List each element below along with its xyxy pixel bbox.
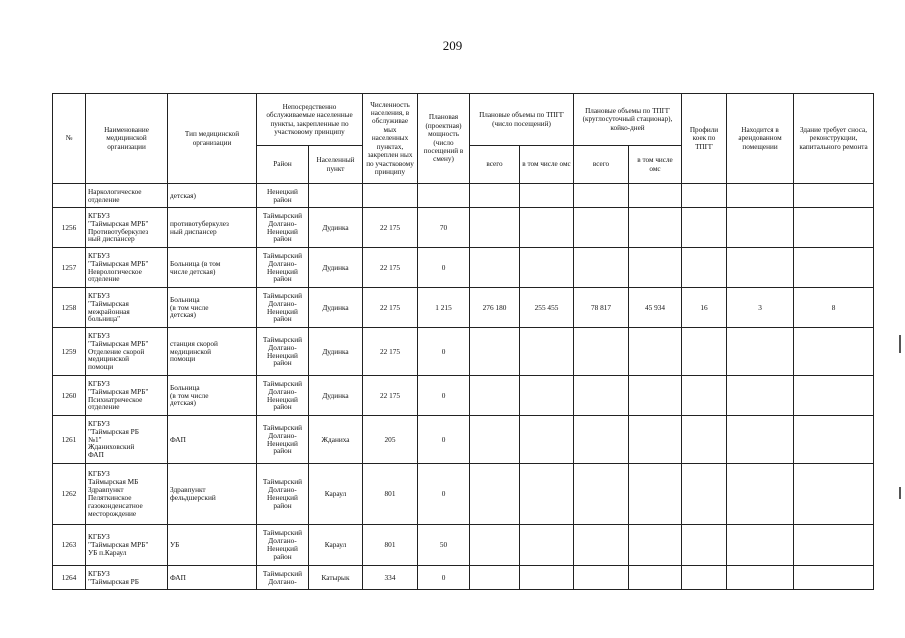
row-number: 1261 (53, 416, 86, 464)
table-row (53, 328, 874, 376)
inpatient-oms-cell (629, 566, 682, 590)
district-cell: Таймырский Долгано- Ненецкий район (257, 416, 309, 464)
inpatient-oms-cell (629, 328, 682, 376)
ambulatory-oms-cell (520, 328, 574, 376)
inpatient-total-cell (574, 566, 629, 590)
header-settlement: Населенный пункт (309, 146, 363, 184)
header-no: № (53, 94, 86, 184)
inpatient-oms-cell (629, 464, 682, 525)
row-number: 1260 (53, 376, 86, 416)
population-cell (363, 184, 418, 208)
inpatient-total-cell (574, 416, 629, 464)
header-ambulatory-total: всего (470, 146, 520, 184)
header-served-group: Непосредственно обслуживаемые населенные пункты, закрепленные по участковому принципу (257, 94, 363, 146)
org-type-cell: ФАП (168, 566, 257, 590)
inpatient-total-cell (574, 376, 629, 416)
population-cell: 22 175 (363, 288, 418, 328)
org-name-cell: КГБУЗ "Таймырская МРБ" Отделение скорой медицинской помощи (86, 328, 168, 376)
org-name-cell: КГБУЗ "Таймырская МРБ" УБ п.Караул (86, 525, 168, 566)
scan-edge-mark (899, 335, 901, 353)
ambulatory-total-cell (470, 248, 520, 288)
org-type-cell: УБ (168, 525, 257, 566)
org-type-cell: Здравпункт фельдшерский (168, 464, 257, 525)
district-cell: Таймырский Долгано- Ненецкий район (257, 464, 309, 525)
ambulatory-oms-cell (520, 525, 574, 566)
org-type-cell: Больница (в том числе детская) (168, 376, 257, 416)
capacity-cell: 1 215 (418, 288, 470, 328)
beds-cell (682, 208, 727, 248)
district-cell: Таймырский Долгано- Ненецкий район (257, 208, 309, 248)
org-name-cell: КГБУЗ "Таймырская МРБ" Противотуберкулез ный диспансер (86, 208, 168, 248)
row-number: 1256 (53, 208, 86, 248)
inpatient-total-cell (574, 464, 629, 525)
header-inpatient-group: Плановые объемы по ТПГГ (круглосуточный стационар), койко-дней (574, 94, 682, 146)
row-number: 1259 (53, 328, 86, 376)
needs-work-cell (794, 525, 874, 566)
inpatient-total-cell (574, 184, 629, 208)
beds-cell (682, 464, 727, 525)
inpatient-oms-cell (629, 184, 682, 208)
capacity-cell: 0 (418, 464, 470, 525)
ambulatory-total-cell (470, 464, 520, 525)
district-cell: Таймырский Долгано- Ненецкий район (257, 376, 309, 416)
rented-cell (727, 184, 794, 208)
ambulatory-oms-cell (520, 208, 574, 248)
org-name-cell: КГБУЗ "Таймырская РБ №1" Жданиховский ФАП (86, 416, 168, 464)
ambulatory-total-cell (470, 208, 520, 248)
header-beds-profile: Профили коек по ТПГГ (682, 94, 727, 184)
rented-cell (727, 566, 794, 590)
capacity-cell: 50 (418, 525, 470, 566)
row-number: 1257 (53, 248, 86, 288)
row-number: 1264 (53, 566, 86, 590)
header-rented: Находится в арендованном помещении (727, 94, 794, 184)
rented-cell: 3 (727, 288, 794, 328)
district-cell: Таймырский Долгано- Ненецкий район (257, 288, 309, 328)
beds-cell (682, 566, 727, 590)
ambulatory-total-cell (470, 184, 520, 208)
inpatient-oms-cell (629, 376, 682, 416)
row-number: 1262 (53, 464, 86, 525)
population-cell: 22 175 (363, 208, 418, 248)
org-type-cell: противотуберкулез ный диспансер (168, 208, 257, 248)
rented-cell (727, 464, 794, 525)
settlement-cell: Караул (309, 464, 363, 525)
ambulatory-oms-cell (520, 416, 574, 464)
ambulatory-oms-cell (520, 464, 574, 525)
needs-work-cell (794, 566, 874, 590)
inpatient-oms-cell (629, 208, 682, 248)
needs-work-cell (794, 184, 874, 208)
ambulatory-oms-cell (520, 566, 574, 590)
needs-work-cell (794, 248, 874, 288)
ambulatory-total-cell (470, 566, 520, 590)
needs-work-cell (794, 376, 874, 416)
row-number (53, 184, 86, 208)
beds-cell (682, 328, 727, 376)
org-name-cell: КГБУЗ Таймырская МБ Здравпункт Пеляткинское газоконденсатное месторождение (86, 464, 168, 525)
org-name-cell: КГБУЗ "Таймырская РБ (86, 566, 168, 590)
page-number: 209 (442, 38, 463, 53)
beds-cell (682, 376, 727, 416)
inpatient-total-cell: 78 817 (574, 288, 629, 328)
header-needs-work: Здание требует сноса, реконструкции, капитального ремонта (794, 94, 874, 184)
header-inpatient-oms: в том числе омс (629, 146, 682, 184)
table-row (53, 208, 874, 248)
inpatient-oms-cell: 45 934 (629, 288, 682, 328)
population-cell: 22 175 (363, 376, 418, 416)
needs-work-cell: 8 (794, 288, 874, 328)
population-cell: 22 175 (363, 248, 418, 288)
inpatient-oms-cell (629, 416, 682, 464)
ambulatory-total-cell (470, 416, 520, 464)
org-type-cell: ФАП (168, 416, 257, 464)
header-inpatient-total: всего (574, 146, 629, 184)
table-row (53, 464, 874, 525)
inpatient-total-cell (574, 248, 629, 288)
header-district: Район (257, 146, 309, 184)
org-name-cell: КГБУЗ "Таймырская МРБ" Психиатрическое отделение (86, 376, 168, 416)
settlement-cell: Дудинка (309, 328, 363, 376)
row-number: 1263 (53, 525, 86, 566)
district-cell: Таймырский Долгано- Ненецкий район (257, 328, 309, 376)
population-cell: 22 175 (363, 328, 418, 376)
beds-cell (682, 248, 727, 288)
inpatient-total-cell (574, 208, 629, 248)
capacity-cell: 0 (418, 248, 470, 288)
rented-cell (727, 416, 794, 464)
district-cell: Таймырский Долгано- Ненецкий район (257, 525, 309, 566)
capacity-cell: 70 (418, 208, 470, 248)
population-cell: 334 (363, 566, 418, 590)
capacity-cell (418, 184, 470, 208)
rented-cell (727, 328, 794, 376)
beds-cell (682, 416, 727, 464)
org-type-cell: Больница (в том числе детская) (168, 248, 257, 288)
table-row (53, 376, 874, 416)
facilities-table (52, 93, 874, 590)
ambulatory-oms-cell: 255 455 (520, 288, 574, 328)
inpatient-total-cell (574, 525, 629, 566)
settlement-cell: Дудинка (309, 376, 363, 416)
header-org-type: Тип медицинской организации (168, 94, 257, 184)
beds-cell (682, 184, 727, 208)
header-org-name: Наименование медицинской организации (86, 94, 168, 184)
table-row (53, 566, 874, 590)
org-type-cell: Больница (в том числе детская) (168, 288, 257, 328)
population-cell: 801 (363, 464, 418, 525)
capacity-cell: 0 (418, 566, 470, 590)
header-ambulatory-oms: в том числе омс (520, 146, 574, 184)
needs-work-cell (794, 208, 874, 248)
scan-edge-mark (899, 487, 901, 499)
inpatient-oms-cell (629, 525, 682, 566)
table-row (53, 248, 874, 288)
inpatient-total-cell (574, 328, 629, 376)
needs-work-cell (794, 464, 874, 525)
ambulatory-total-cell (470, 328, 520, 376)
table-row (53, 184, 874, 208)
header-population: Численность населения, в обслуживае мых населенных пунктах, закреплен ных по участковому принципу (363, 94, 418, 184)
header-ambulatory-group: Плановые объемы по ТПГГ (число посещений) (470, 94, 574, 146)
org-name-cell: КГБУЗ "Таймырская МРБ" Неврологическое отделение (86, 248, 168, 288)
row-number: 1258 (53, 288, 86, 328)
settlement-cell: Караул (309, 525, 363, 566)
ambulatory-total-cell: 276 180 (470, 288, 520, 328)
settlement-cell: Дудинка (309, 248, 363, 288)
capacity-cell: 0 (418, 376, 470, 416)
needs-work-cell (794, 328, 874, 376)
population-cell: 205 (363, 416, 418, 464)
needs-work-cell (794, 416, 874, 464)
settlement-cell (309, 184, 363, 208)
beds-cell (682, 525, 727, 566)
district-cell: Таймырский Долгано- Ненецкий район (257, 248, 309, 288)
rented-cell (727, 525, 794, 566)
table-row (53, 416, 874, 464)
rented-cell (727, 248, 794, 288)
district-cell: Ненецкий район (257, 184, 309, 208)
table-row (53, 525, 874, 566)
header-capacity: Плановая (проектная) мощность (число посещений в смену) (418, 94, 470, 184)
rented-cell (727, 208, 794, 248)
org-type-cell: детская) (168, 184, 257, 208)
ambulatory-oms-cell (520, 376, 574, 416)
capacity-cell: 0 (418, 416, 470, 464)
org-type-cell: станция скорой медицинской помощи (168, 328, 257, 376)
rented-cell (727, 376, 794, 416)
org-name-cell: Наркологическое отделение (86, 184, 168, 208)
org-name-cell: КГБУЗ "Таймырская межрайонная больница" (86, 288, 168, 328)
beds-cell: 16 (682, 288, 727, 328)
ambulatory-oms-cell (520, 248, 574, 288)
settlement-cell: Дудинка (309, 288, 363, 328)
district-cell: Таймырский Долгано- (257, 566, 309, 590)
settlement-cell: Дудинка (309, 208, 363, 248)
population-cell: 801 (363, 525, 418, 566)
inpatient-oms-cell (629, 248, 682, 288)
ambulatory-total-cell (470, 525, 520, 566)
settlement-cell: Жданиха (309, 416, 363, 464)
ambulatory-oms-cell (520, 184, 574, 208)
ambulatory-total-cell (470, 376, 520, 416)
settlement-cell: Катырык (309, 566, 363, 590)
table-row (53, 288, 874, 328)
capacity-cell: 0 (418, 328, 470, 376)
